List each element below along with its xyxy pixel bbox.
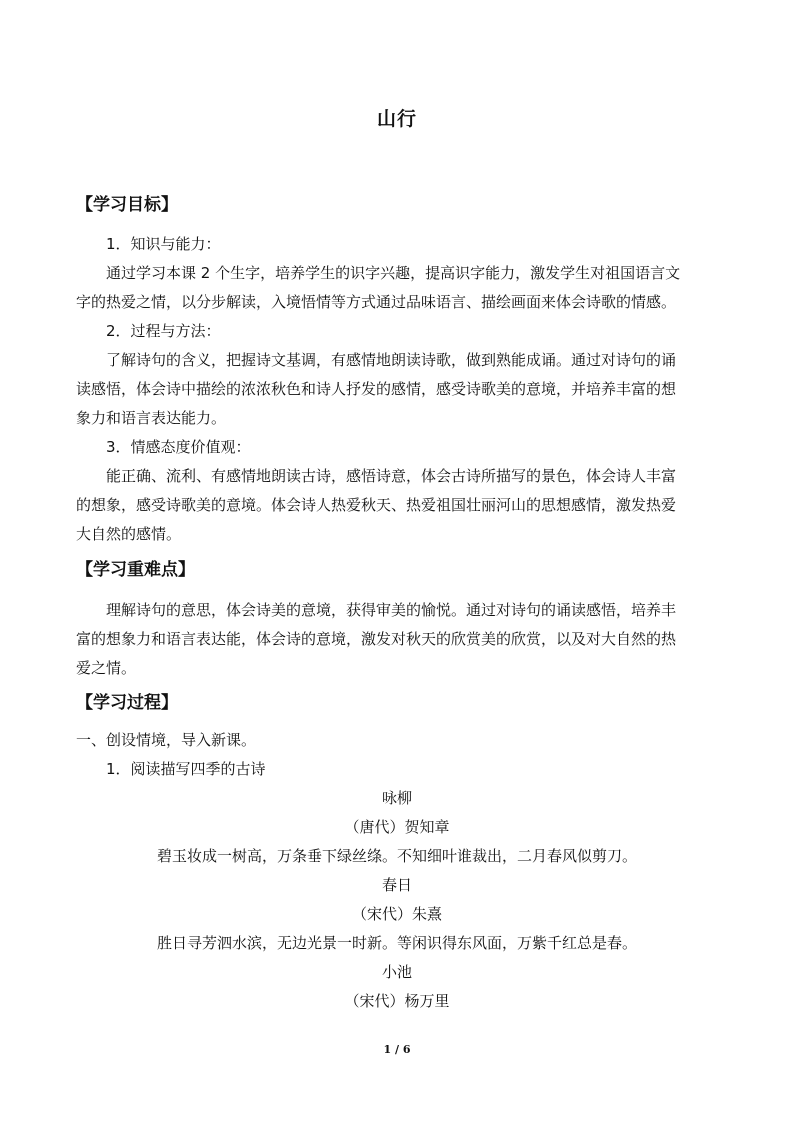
goal-emotion-heading: 3．情感态度价值观： bbox=[106, 438, 251, 456]
goal-knowledge-heading: 1．知识与能力： bbox=[106, 235, 221, 253]
paragraph-line: 读感悟，体会诗中描绘的浓浓秋色和诗人抒发的感情，感受诗歌美的意境，并培养丰富的想 bbox=[76, 380, 677, 398]
paragraph-line: 富的想象力和语言表达能，体会诗的意境，激发对秋天的欣赏美的欣赏，以及对大自然的热 bbox=[76, 630, 677, 648]
poem-title: 小池 bbox=[381, 963, 412, 981]
paragraph-line: 爱之情。 bbox=[76, 659, 137, 677]
section-heading-goals: 【学习目标】 bbox=[76, 195, 178, 215]
poem-author: （唐代）贺知章 bbox=[344, 818, 450, 836]
poem-author: （宋代）杨万里 bbox=[344, 992, 450, 1010]
poem-text: 胜日寻芳泗水滨，无边光景一时新。等闲识得东风面，万紫千红总是春。 bbox=[156, 934, 637, 952]
poem-title: 春日 bbox=[381, 876, 412, 894]
paragraph-line: 大自然的感情。 bbox=[76, 525, 182, 543]
process-substep-heading: 1．阅读描写四季的古诗 bbox=[106, 760, 266, 778]
goal-process-heading: 2．过程与方法： bbox=[106, 322, 221, 340]
paragraph-line: 了解诗句的含义，把握诗文基调，有感情地朗读诗歌，做到熟能成诵。通过对诗句的诵 bbox=[106, 351, 677, 369]
poem-text: 碧玉妆成一树高，万条垂下绿丝绦。不知细叶谁裁出，二月春风似剪刀。 bbox=[156, 847, 637, 865]
paragraph-line: 通过学习本课 2 个生字，培养学生的识字兴趣，提高识字能力，激发学生对祖国语言文 bbox=[106, 264, 681, 282]
poem-title: 咏柳 bbox=[381, 789, 412, 807]
section-heading-process: 【学习过程】 bbox=[76, 693, 178, 713]
paragraph-line: 理解诗句的意思，体会诗美的意境，获得审美的愉悦。通过对诗句的诵读感悟，培养丰 bbox=[106, 601, 677, 619]
paragraph-line: 的想象，感受诗歌美的意境。体会诗人热爱秋天、热爱祖国壮丽河山的思想感情，激发热爱 bbox=[76, 496, 677, 514]
paragraph-line: 字的热爱之情，以分步解读，入境悟情等方式通过品味语言、描绘画面来体会诗歌的情感。 bbox=[76, 293, 677, 311]
process-step-heading: 一、创设情境，导入新课。 bbox=[76, 731, 257, 749]
paragraph-line: 象力和语言表达能力。 bbox=[76, 409, 227, 427]
section-heading-key-points: 【学习重难点】 bbox=[76, 560, 195, 580]
page-number: 1 / 6 bbox=[383, 1043, 411, 1056]
poem-author: （宋代）朱熹 bbox=[351, 905, 442, 923]
document-title: 山行 bbox=[376, 108, 417, 130]
paragraph-line: 能正确、流利、有感情地朗读古诗，感悟诗意，体会古诗所描写的景色，体会诗人丰富 bbox=[106, 467, 677, 485]
